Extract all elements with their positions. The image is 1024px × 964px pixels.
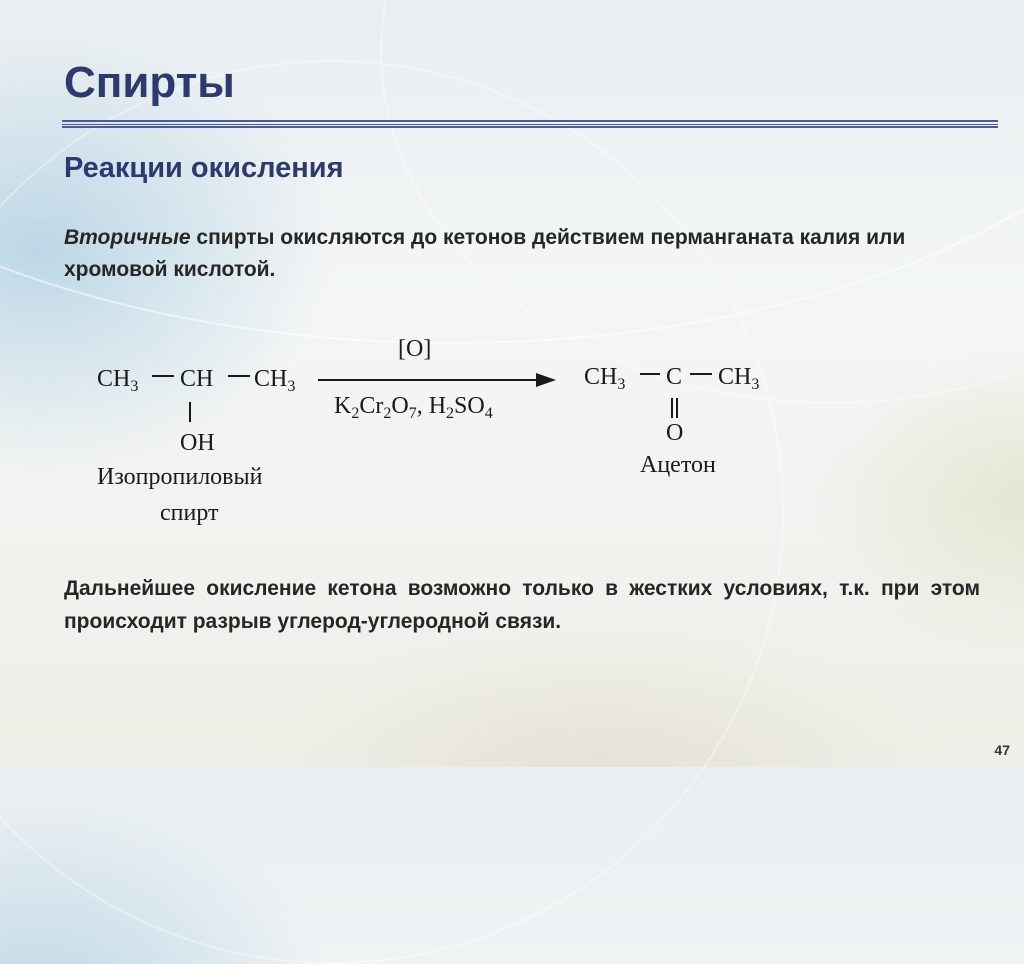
- reaction-arrow-head: [536, 373, 556, 387]
- product-o: O: [666, 420, 684, 446]
- conclusion-paragraph: Дальнейшее окисление кетона возможно только в жестких условиях, т.к. при этом происходит разрыв углерод-углеродной связи.: [64, 577, 980, 633]
- reactant-oh: OH: [180, 430, 215, 456]
- reactant-ch3-right: $CH_3$: [254, 366, 296, 395]
- product-ch3-left: $CH_3$: [584, 364, 626, 393]
- product-c: C: [666, 364, 683, 390]
- page-number: 47: [994, 742, 1010, 758]
- intro-text: спирты окисляются до кетонов действием перманганата калия или хромовой кислотой.: [64, 226, 906, 281]
- background-swoosh: [380, 0, 1024, 404]
- bond-single: [690, 373, 712, 375]
- slide-subtitle: Реакции окисления: [64, 152, 344, 184]
- reactant-ch3-left: $CH_3$: [97, 366, 139, 395]
- background-swoosh: [0, 60, 784, 964]
- bond-double-left: [671, 398, 673, 418]
- bond-single: [228, 375, 250, 377]
- bond-single: [640, 373, 660, 375]
- slide-title: Спирты: [64, 58, 235, 107]
- reactant-name-line1: Изопропиловый: [97, 464, 263, 490]
- title-underline: [62, 120, 998, 129]
- intro-paragraph: [64, 222, 964, 286]
- bond-double-right: [676, 398, 678, 418]
- product-name: Ацетон: [640, 452, 716, 478]
- reactant-ch: CH: [180, 366, 214, 392]
- product-ch3-right: $CH_3$: [718, 364, 760, 393]
- oxidizer-label: [O]: [398, 336, 432, 362]
- bond-vertical: [189, 402, 191, 422]
- reaction-conditions: $K_2Cr_2O_7$, $H_2SO_4$: [334, 393, 493, 422]
- reaction-arrow-line: [318, 379, 540, 381]
- reactant-name-line2: спирт: [160, 500, 219, 526]
- intro-italic-word: Вторичные: [64, 226, 191, 249]
- bond-single: [152, 375, 174, 377]
